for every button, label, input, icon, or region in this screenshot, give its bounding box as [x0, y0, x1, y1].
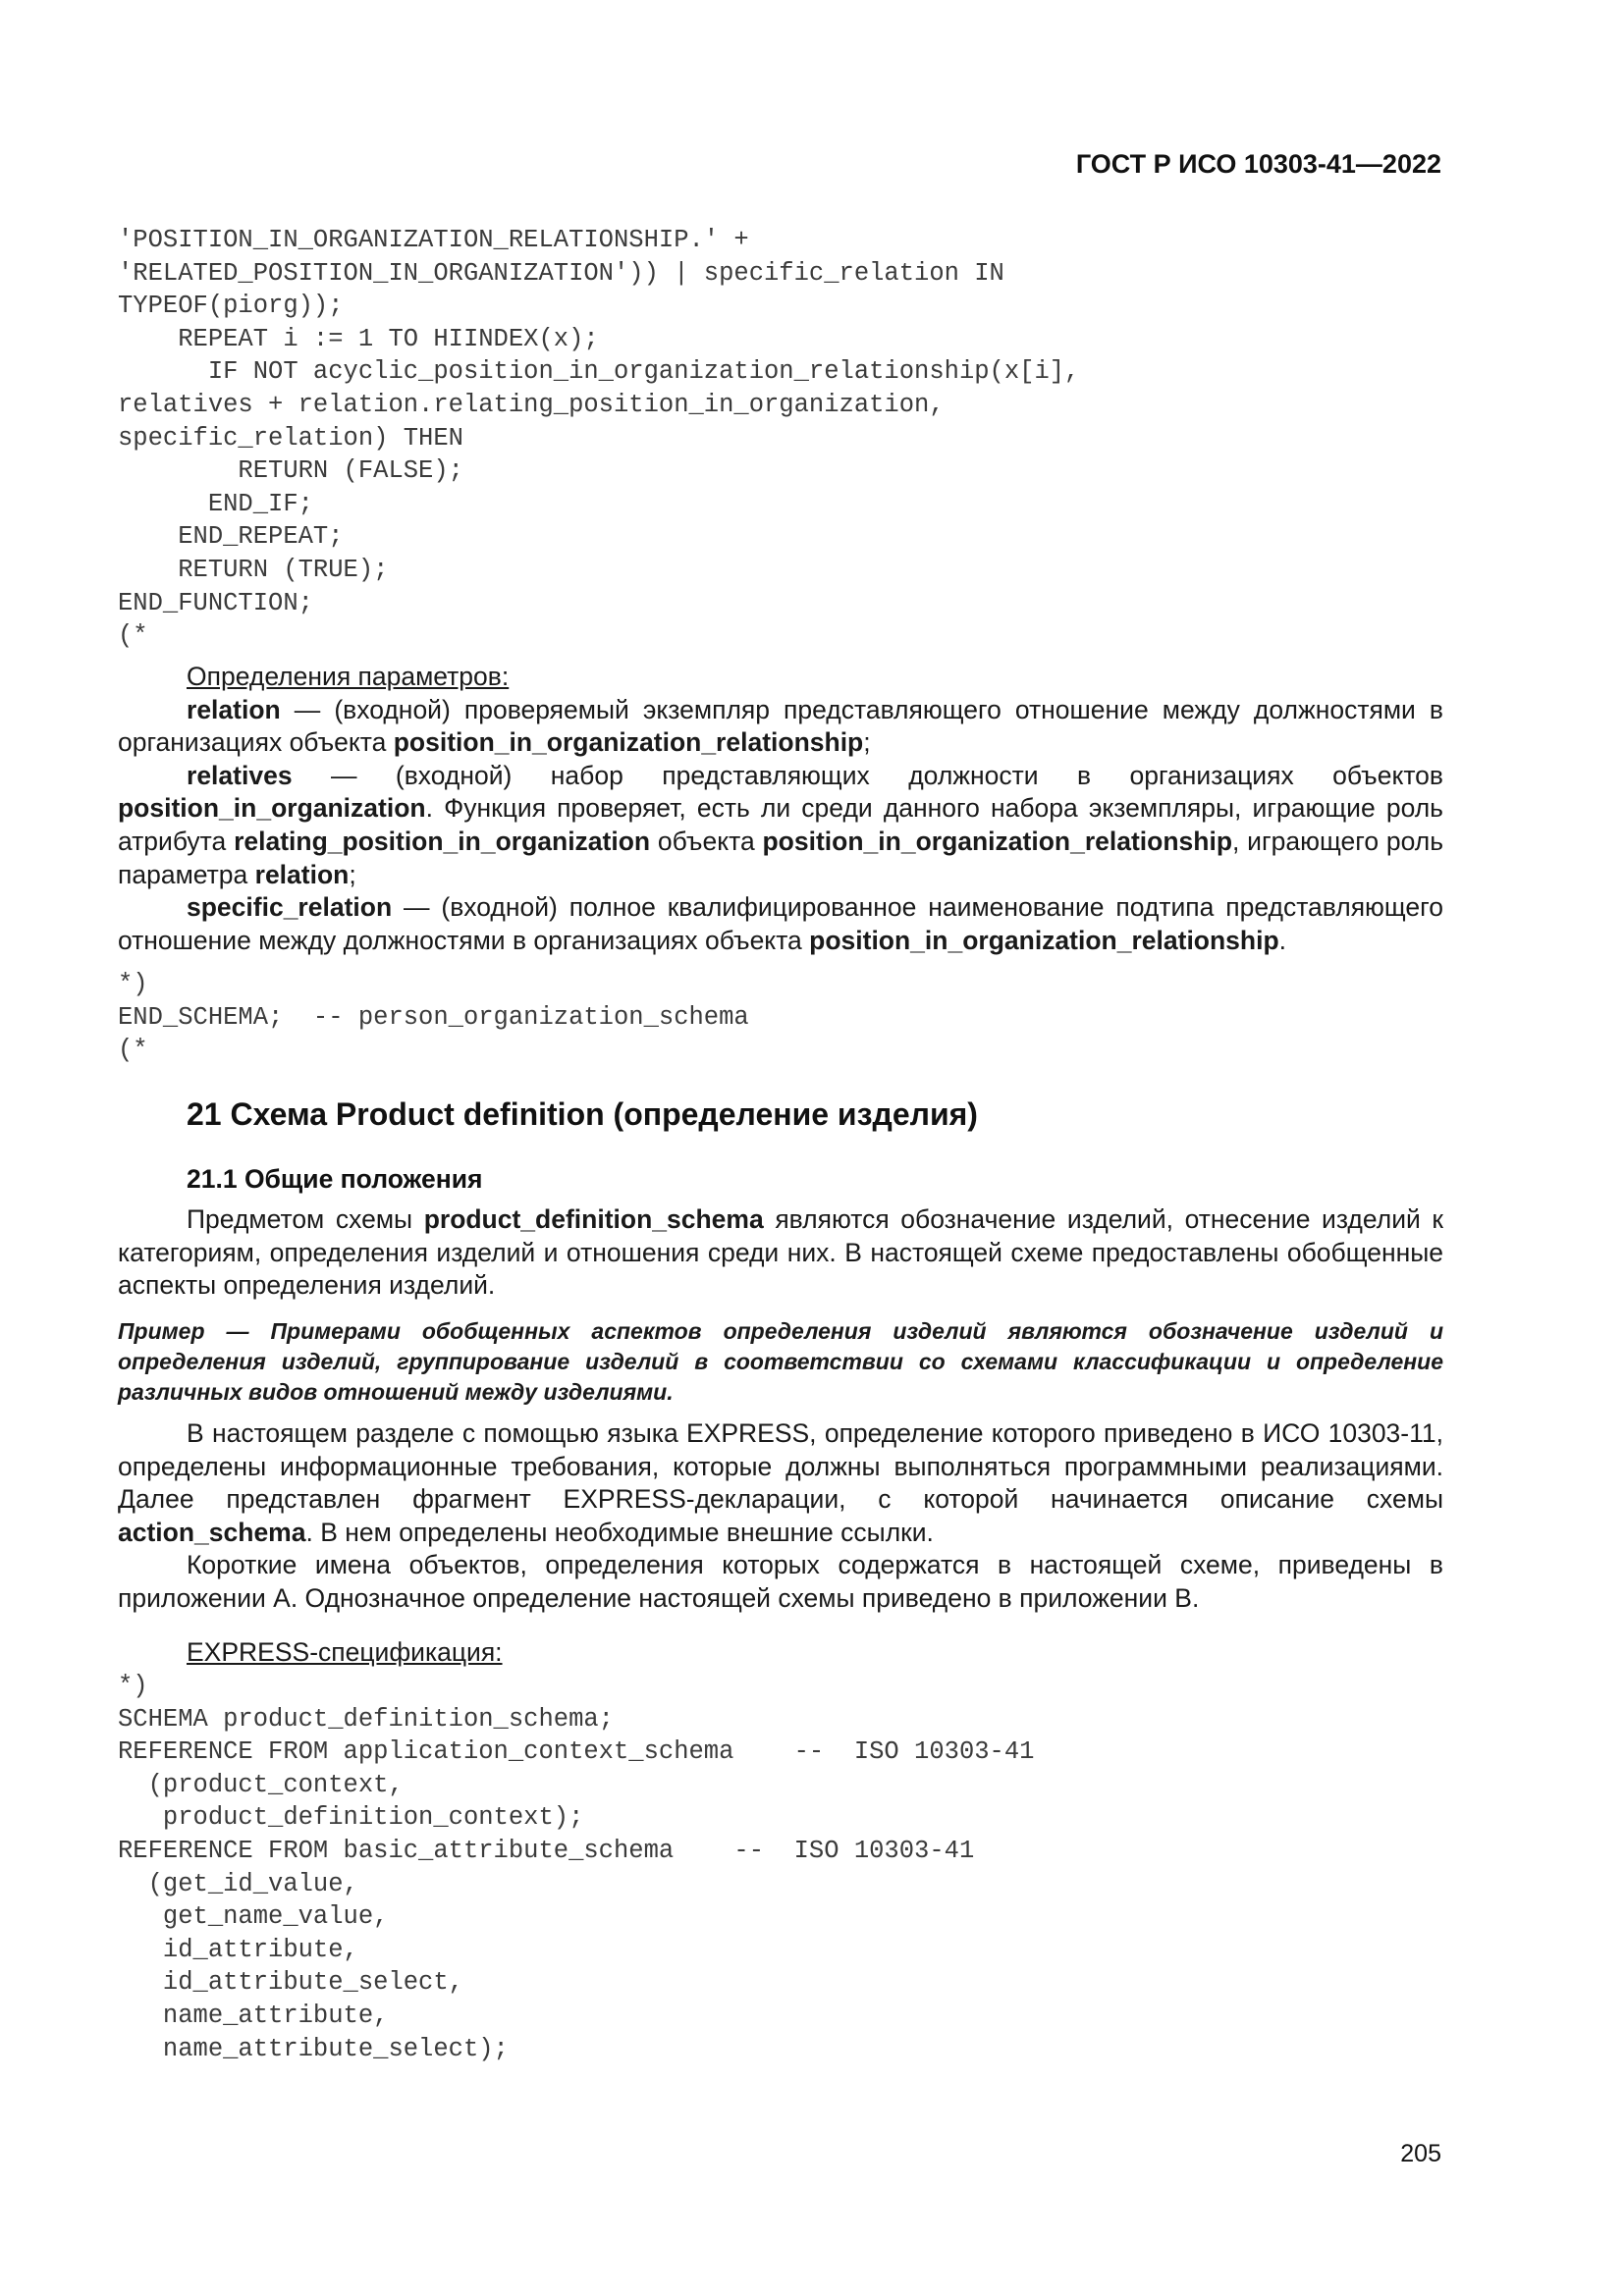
section-title: 21 Схема Product definition (определение изделия) — [187, 1096, 978, 1132]
code-block-top — [118, 224, 1079, 653]
code-line: RETURN (FALSE); — [118, 456, 463, 486]
code-line: TYPEOF(piorg)); — [118, 292, 344, 321]
paragraph-express: В настоящем разделе с помощью языка EXPRESS, определение которого приведено в ИСО 10303-11, определены информационные требования, которые должны выполняться программными реализациями. Далее представлен фрагмент EXPRESS-декларации, с которой начинается описание схемы action_schema. В нем определены необходимые внешние ссылки. — [118, 1418, 1443, 1547]
code-line: IF NOT acyclic_position_in_organization_relationship(x[i], — [118, 357, 1080, 387]
params-heading: Определения параметров: — [187, 662, 510, 691]
code-line: (get_id_value, — [118, 1869, 358, 1898]
code-line: END_REPEAT; — [118, 522, 344, 552]
code-line: get_name_value, — [118, 1902, 389, 1932]
param-relation: relation — (входной) проверяемый экземпляр представляющего отношение между должностями в организациях объекта position_in_organization_relationship; — [118, 694, 1443, 758]
code-line: REFERENCE FROM basic_attribute_schema -- ISO 10303-41 — [118, 1836, 975, 1865]
code-line: id_attribute_select, — [118, 1968, 463, 1998]
code-line: *) — [118, 1672, 148, 1700]
code-block-mid — [118, 968, 749, 1067]
code-line: *) — [118, 970, 148, 998]
code-line: (* — [118, 1036, 148, 1065]
section-intro — [118, 1203, 1443, 1303]
code-line: 'POSITION_IN_ORGANIZATION_RELATIONSHIP.' + — [118, 226, 749, 254]
code-line: name_attribute, — [118, 2001, 389, 2030]
code-line: name_attribute_select); — [118, 2034, 509, 2063]
param-specific-relation: specific_relation — (входной) полное квалифицированное наименование подтипа представляющего отношение между должностями в организациях объекта position_in_organization_relationship. — [118, 892, 1443, 955]
code-line: 'RELATED_POSITION_IN_ORGANIZATION')) | specific_relation IN — [118, 258, 1004, 288]
express-spec-heading: EXPRESS-спецификация: — [187, 1637, 503, 1667]
paragraph-annex: Короткие имена объектов, определения которых содержатся в настоящей схеме, приведены в приложении А. Однозначное определение настоящей схемы приведено в приложении В. — [118, 1550, 1443, 1613]
param-relatives: relatives — (входной) набор представляющих должности в организациях объектов position_in_organization. Функция проверяет, есть ли среди данного набора экземпляры, играющие роль атрибута relating_position_in_organization объекта position_in_organization_relationship, играющего роль параметра relation; — [118, 760, 1444, 889]
subsection-title: 21.1 Общие положения — [187, 1164, 483, 1194]
code-line: (* — [118, 621, 148, 651]
code-line: SCHEMA product_definition_schema; — [118, 1704, 614, 1734]
code-line: END_IF; — [118, 489, 313, 518]
paragraph-scope: Предметом схемы product_definition_schema являются обозначение изделий, отнесение изделий к категориям, определения изделий и отношения среди них. В настоящей схеме предоставлены обобщенные аспекты определения изделий. — [118, 1204, 1443, 1301]
example-note: Пример — Примерами обобщенных аспектов определения изделий являются обозначение изделий и определения изделий, группирование изделий в соответствии со схемами классификации и определение различных видов отношений между изделиями. — [118, 1318, 1443, 1405]
code-line: REPEAT i := 1 TO HIINDEX(x); — [118, 324, 599, 353]
code-line: specific_relation) THEN — [118, 423, 463, 453]
code-line: relatives + relation.relating_position_in_organization, — [118, 390, 945, 419]
code-line: END_SCHEMA; -- person_organization_schema — [118, 1002, 749, 1032]
code-line: END_FUNCTION; — [118, 588, 313, 617]
code-line: product_definition_context); — [118, 1803, 584, 1833]
section-body — [118, 1417, 1443, 1616]
document-header: ГОСТ Р ИСО 10303-41—2022 — [1075, 149, 1441, 179]
code-block-bottom — [118, 1670, 1034, 2065]
code-line: RETURN (TRUE); — [118, 555, 389, 584]
parameter-definitions — [118, 661, 1443, 957]
code-line: id_attribute, — [118, 1935, 358, 1964]
page-number: 205 — [1400, 2140, 1441, 2167]
code-line: (product_context, — [118, 1770, 404, 1799]
code-line: REFERENCE FROM application_context_schema -- ISO 10303-41 — [118, 1737, 1035, 1767]
